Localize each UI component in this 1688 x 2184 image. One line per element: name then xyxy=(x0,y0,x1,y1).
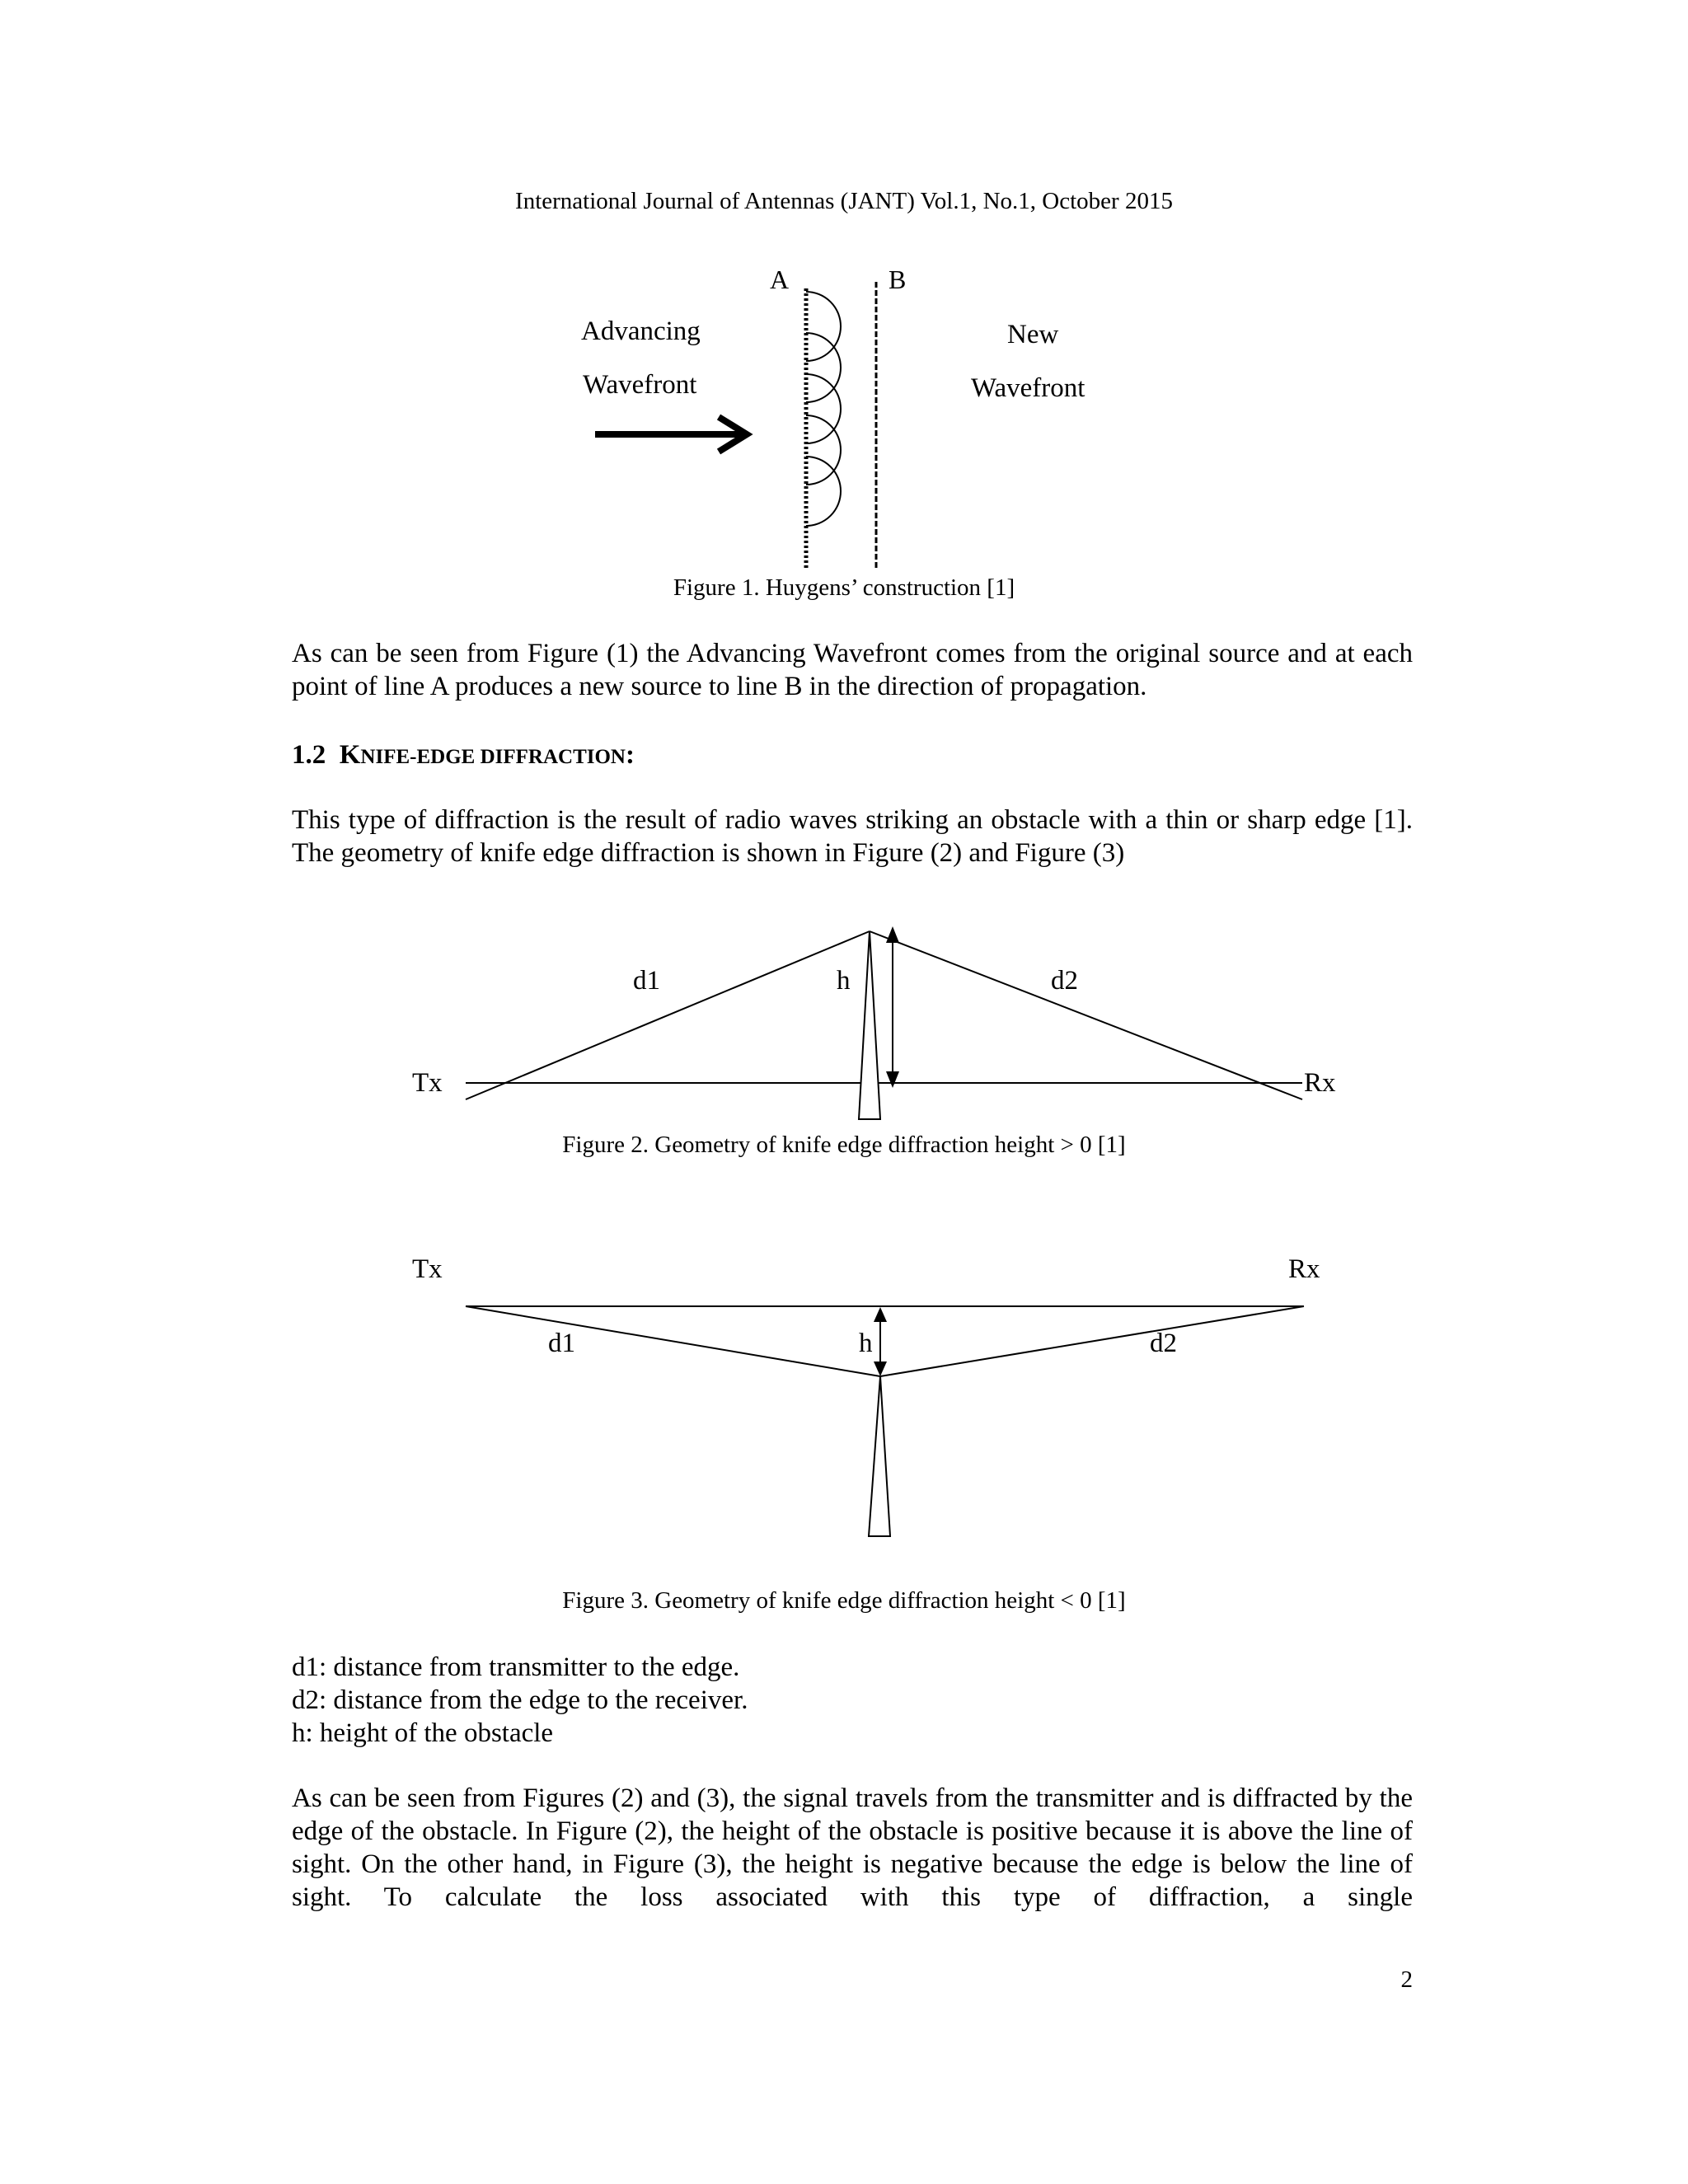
definition-d2: d2: distance from the edge to the receiver. xyxy=(292,1685,748,1715)
figure-3-caption: Figure 3. Geometry of knife edge diffraction height < 0 [1] xyxy=(562,1587,1126,1614)
advancing-label: Advancing xyxy=(581,316,701,346)
section-title-colon: : xyxy=(625,740,635,770)
d1-label: d1 xyxy=(633,966,660,996)
paragraph-3: As can be seen from Figures (2) and (3), the signal travels from the transmitter and is diffracted by the edge of the obstacle. In Figure (2), the height of the obstacle is positive because it is above the line of sight. On the other hand, in Figure (3), the height is negative because the edge is below the line of sight. To calculate the loss associated with this type of diffraction, a single xyxy=(292,1783,1413,1912)
section-heading xyxy=(292,740,635,771)
rx-label: Rx xyxy=(1288,1254,1320,1284)
path-d2 xyxy=(880,1306,1304,1376)
h-label: h xyxy=(837,966,851,996)
section-number: 1.2 xyxy=(292,740,326,770)
height-arrow-icon xyxy=(886,926,899,1088)
figure-3-knife-edge-negative xyxy=(396,1253,1368,1541)
paragraph-1: As can be seen from Figure (1) the Advancing Wavefront comes from the original source and at each point of line A produces a new source to line B in the direction of propagation. xyxy=(292,639,1413,701)
arrow-right-icon xyxy=(595,417,747,452)
section-title-part-1: NIFE- xyxy=(360,746,417,768)
definition-d1: d1: distance from transmitter to the edge. xyxy=(292,1652,740,1682)
figure-2-knife-edge-positive xyxy=(396,915,1368,1129)
height-arrow-icon xyxy=(874,1307,887,1376)
definitions-list xyxy=(292,1651,748,1750)
label-b: B xyxy=(889,265,907,294)
path-d1 xyxy=(466,1306,880,1376)
figure-1-huygens-diagram xyxy=(560,264,1137,577)
knife-edge-obstacle xyxy=(859,931,880,1119)
d2-label: d2 xyxy=(1051,966,1078,996)
path-d1 xyxy=(466,931,870,1099)
running-header: International Journal of Antennas (JANT) Vol.1, No.1, October 2015 xyxy=(515,188,1173,214)
section-title-k: K xyxy=(339,740,361,770)
definition-h: h: height of the obstacle xyxy=(292,1718,554,1748)
h-label: h xyxy=(859,1329,873,1358)
d2-label: d2 xyxy=(1150,1329,1177,1358)
huygens-wavelets xyxy=(806,292,841,526)
tx-label: Tx xyxy=(412,1068,443,1098)
path-d2 xyxy=(870,931,1302,1099)
label-a: A xyxy=(770,265,790,294)
paragraph-2: This type of diffraction is the result of radio waves striking an obstacle with a thin or sharp edge [1]. The geometry of knife edge diffraction is shown in Figure (2) and Figure (3) xyxy=(292,805,1413,868)
new-label: New xyxy=(1007,320,1059,349)
wavefront-label-left: Wavefront xyxy=(583,370,697,400)
section-title-part-2: EDGE DIFFRACTION xyxy=(416,746,626,768)
figure-1-caption: Figure 1. Huygens’ construction [1] xyxy=(673,574,1015,601)
d1-label: d1 xyxy=(548,1329,575,1358)
tx-label: Tx xyxy=(412,1254,443,1284)
figure-2-caption: Figure 2. Geometry of knife edge diffraction height > 0 [1] xyxy=(562,1132,1126,1158)
knife-edge-obstacle xyxy=(869,1376,890,1536)
rx-label: Rx xyxy=(1304,1068,1336,1098)
page-number: 2 xyxy=(1400,1966,1413,1993)
wavefront-label-right: Wavefront xyxy=(971,373,1085,403)
